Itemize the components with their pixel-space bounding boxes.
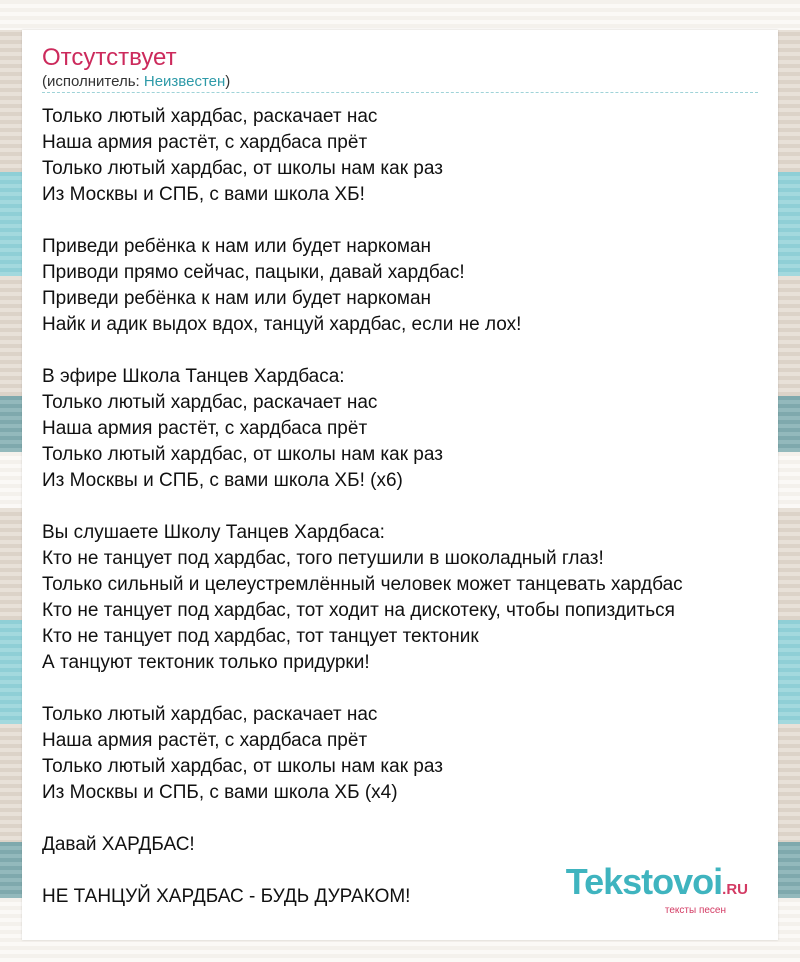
- lyric-line: Кто не танцует под хардбас, тот ходит на дискотеку, чтобы попиздиться: [42, 600, 675, 621]
- lyric-line: Наша армия растёт, с хардбаса прёт: [42, 418, 368, 439]
- lyric-line: А танцуют тектоник только придурки!: [42, 652, 370, 673]
- lyric-line: Кто не танцует под хардбас, того петушили в шоколадный глаз!: [42, 548, 604, 569]
- lyric-line: Только лютый хардбас, от школы нам как раз: [42, 444, 443, 465]
- lyric-line: Кто не танцует под хардбас, тот танцует тектоник: [42, 626, 479, 647]
- logo-wordmark: [565, 861, 748, 907]
- stanza-gap: [42, 676, 762, 702]
- song-title: Отсутствует: [42, 44, 177, 71]
- logo-tagline: тексты песен: [664, 905, 726, 916]
- logo-name: Tekstovoi: [565, 861, 723, 902]
- lyric-line: Наша армия растёт, с хардбаса прёт: [42, 132, 368, 153]
- stanza-gap: [42, 208, 762, 234]
- lyric-line: Только сильный и целеустремлённый человек может танцевать хардбас: [42, 574, 683, 595]
- lyric-line: Только лютый хардбас, от школы нам как раз: [42, 756, 443, 777]
- lyric-line: Из Москвы и СПБ, с вами школа ХБ!: [42, 184, 365, 205]
- lyric-line: Вы слушаете Школу Танцев Хардбаса:: [42, 522, 385, 543]
- lyric-line: Только лютый хардбас, от школы нам как раз: [42, 158, 443, 179]
- title-divider: [42, 92, 758, 93]
- stanza-gap: [42, 806, 762, 832]
- lyrics-text: [42, 104, 762, 910]
- lyric-line: Из Москвы и СПБ, с вами школа ХБ! (x6): [42, 470, 403, 491]
- lyric-line: Наша армия растёт, с хардбаса прёт: [42, 730, 368, 751]
- lyric-line: Приведи ребёнка к нам или будет наркоман: [42, 236, 432, 257]
- lyrics-card: [22, 30, 778, 940]
- artist-suffix: ): [225, 73, 231, 90]
- site-logo[interactable]: [565, 861, 748, 916]
- lyric-line: Только лютый хардбас, раскачает нас: [42, 392, 378, 413]
- artist-prefix: (исполнитель:: [42, 73, 144, 90]
- lyric-line: Из Москвы и СПБ, с вами школа ХБ (x4): [42, 782, 398, 803]
- artist-line: [42, 73, 230, 90]
- logo-tld: .RU: [722, 881, 748, 898]
- lyric-line: Найк и адик выдох вдох, танцуй хардбас, если не лох!: [42, 314, 522, 335]
- lyric-line: Приведи ребёнка к нам или будет наркоман: [42, 288, 432, 309]
- background-band: [0, 0, 800, 30]
- lyric-line: Давай ХАРДБАС!: [42, 834, 195, 855]
- lyric-line: Приводи прямо сейчас, пацыки, давай хардбас!: [42, 262, 465, 283]
- lyric-line: НЕ ТАНЦУЙ ХАРДБАС - БУДЬ ДУРАКОМ!: [42, 886, 411, 907]
- lyric-line: В эфире Школа Танцев Хардбаса:: [42, 366, 345, 387]
- lyric-line: Только лютый хардбас, раскачает нас: [42, 106, 378, 127]
- artist-link[interactable]: Неизвестен: [143, 73, 226, 90]
- lyric-line: Только лютый хардбас, раскачает нас: [42, 704, 378, 725]
- stanza-gap: [42, 338, 762, 364]
- stanza-gap: [42, 494, 762, 520]
